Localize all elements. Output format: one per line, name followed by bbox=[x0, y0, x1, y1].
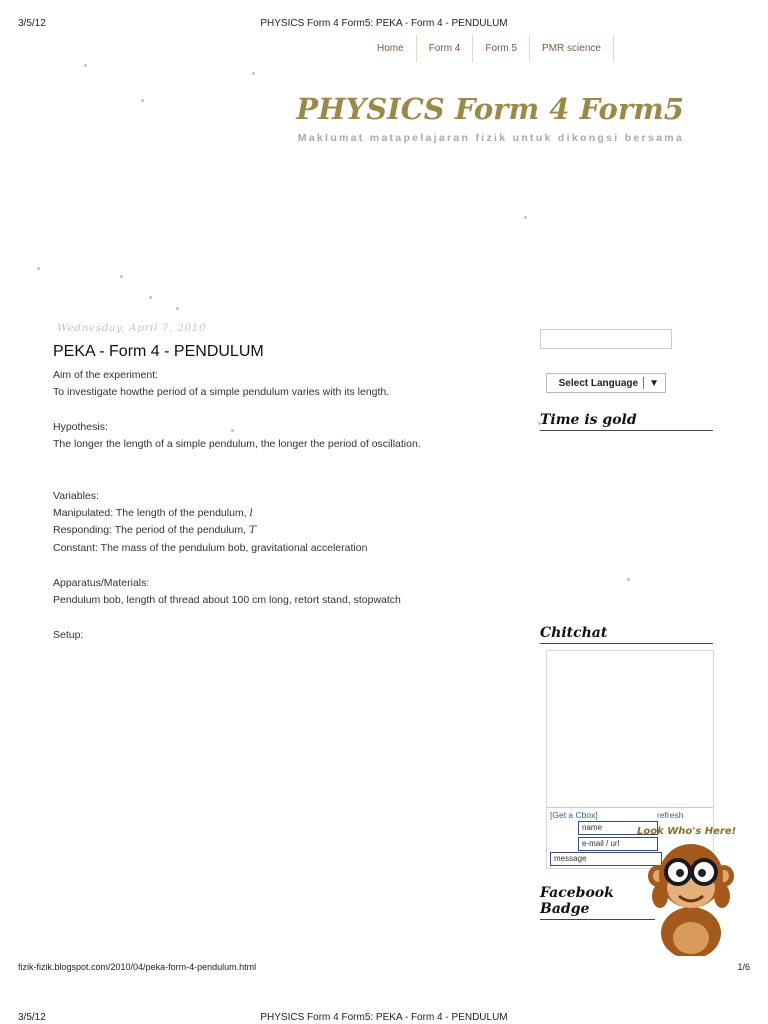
print-title: PHYSICS Form 4 Form5: PEKA - Form 4 - PENDULUM bbox=[260, 18, 508, 29]
cbox-messages[interactable] bbox=[546, 650, 714, 809]
setup-label: Setup: bbox=[53, 629, 84, 641]
look-who-label: Look Who's Here! bbox=[637, 826, 737, 837]
length-symbol: l bbox=[249, 507, 253, 519]
select-divider bbox=[643, 377, 644, 389]
manipulated-text: Manipulated: The length of the pendulum, bbox=[53, 507, 247, 519]
manipulated-variable bbox=[53, 507, 253, 519]
refresh-link[interactable]: refresh bbox=[657, 810, 684, 820]
blog-title[interactable]: PHYSICS Form 4 Form5 bbox=[296, 92, 684, 126]
decor-dot bbox=[627, 578, 630, 581]
footer-page-number: 1/6 bbox=[737, 962, 750, 972]
tab-form-5[interactable]: Form 5 bbox=[473, 35, 530, 62]
message-field[interactable]: message bbox=[550, 852, 662, 866]
decor-dot bbox=[231, 429, 234, 432]
responding-variable bbox=[53, 524, 256, 536]
top-nav bbox=[365, 35, 614, 62]
decor-dot bbox=[37, 267, 40, 270]
responding-text: Responding: The period of the pendulum, bbox=[53, 524, 247, 536]
post-title[interactable]: PEKA - Form 4 - PENDULUM bbox=[53, 343, 264, 360]
aim-text: To investigate howthe period of a simple pendulum varies with its length. bbox=[53, 386, 390, 398]
footer-url: fizik-fizik.blogspot.com/2010/04/peka-form-4-pendulum.html bbox=[18, 962, 257, 972]
print-date: 3/5/12 bbox=[18, 18, 46, 29]
widget-title-time: Time is gold bbox=[540, 412, 713, 431]
next-page-date: 3/5/12 bbox=[18, 1012, 46, 1023]
apparatus-text: Pendulum bob, length of thread about 100 cm long, retort stand, stopwatch bbox=[53, 594, 401, 606]
blog-description: Maklumat matapelajaran fizik untuk dikongsi bersama bbox=[297, 132, 684, 144]
decor-dot bbox=[524, 216, 527, 219]
hypothesis-text: The longer the length of a simple pendulum, the longer the period of oscillation. bbox=[53, 438, 421, 450]
next-page-title: PHYSICS Form 4 Form5: PEKA - Form 4 - PENDULUM bbox=[260, 1012, 508, 1023]
decor-dot bbox=[120, 275, 123, 278]
tab-home[interactable]: Home bbox=[365, 35, 417, 62]
hypothesis-label: Hypothesis: bbox=[53, 421, 108, 433]
url-field[interactable]: e-mail / url bbox=[578, 837, 658, 851]
decor-dot bbox=[84, 64, 87, 67]
tab-pmr-science[interactable]: PMR science bbox=[530, 35, 614, 62]
constant-variable: Constant: The mass of the pendulum bob, gravitational acceleration bbox=[53, 542, 368, 554]
variables-label: Variables: bbox=[53, 490, 99, 502]
name-field[interactable]: name bbox=[578, 821, 658, 835]
get-cbox-link[interactable]: [Get a Cbox] bbox=[550, 810, 598, 820]
chevron-down-icon: ▼ bbox=[649, 377, 659, 389]
language-select-label: Select Language bbox=[558, 377, 639, 389]
tab-form-4[interactable]: Form 4 bbox=[417, 35, 474, 62]
aim-label: Aim of the experiment: bbox=[53, 369, 159, 381]
widget-title-facebook: Facebook Badge bbox=[540, 885, 655, 920]
decor-dot bbox=[149, 296, 152, 299]
apparatus-label: Apparatus/Materials: bbox=[53, 577, 150, 589]
post-date: Wednesday, April 7, 2010 bbox=[57, 322, 207, 334]
decor-dot bbox=[141, 99, 144, 102]
decor-dot bbox=[176, 307, 179, 310]
language-select[interactable] bbox=[546, 373, 666, 393]
decor-dot bbox=[252, 72, 255, 75]
search-input[interactable] bbox=[540, 329, 672, 349]
widget-title-chitchat: Chitchat bbox=[540, 625, 713, 644]
monkey-mascot-icon bbox=[646, 838, 736, 956]
period-symbol: T bbox=[248, 524, 256, 536]
